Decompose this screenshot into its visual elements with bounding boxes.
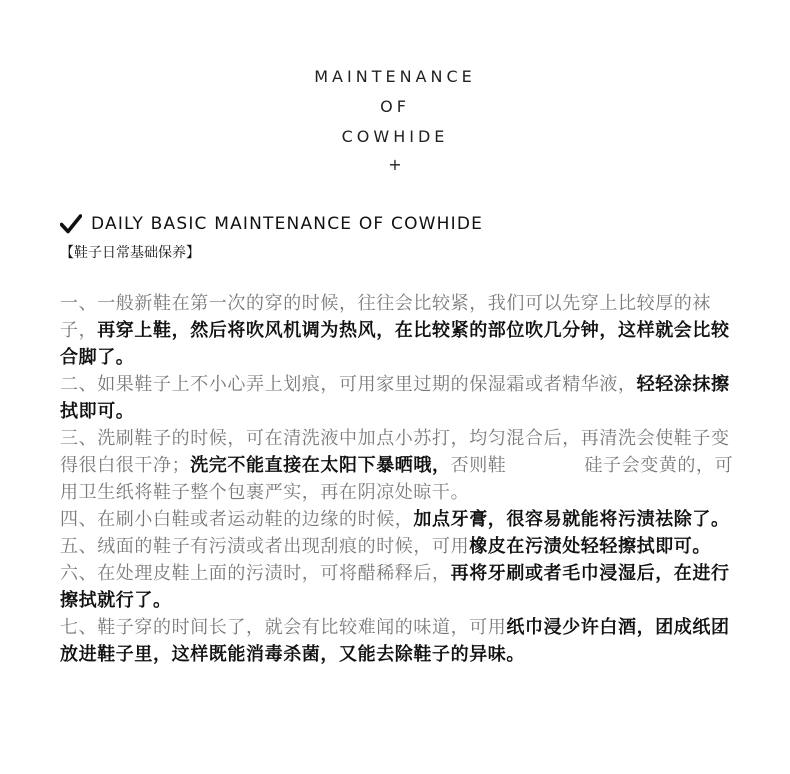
tip-2 <box>60 371 740 425</box>
tip-7 <box>60 614 740 668</box>
title-line-cowhide: COWHIDE <box>341 127 449 146</box>
section-title: DAILY BASIC MAINTENANCE OF COWHIDE <box>91 214 484 234</box>
title-line-of: OF <box>380 97 410 116</box>
tip-3 <box>60 425 740 506</box>
section-heading <box>60 210 483 238</box>
tip-3-bold: 洗完不能直接在太阳下暴晒哦， <box>190 455 451 476</box>
tip-3-text: 三、洗刷鞋子的时候，可在清洗液中加点小苏打，均匀混合后，再清洗会使鞋子变得很白很干净； <box>60 428 730 476</box>
checkmark-icon <box>60 213 82 235</box>
page-title-block <box>0 62 790 178</box>
section-subtitle: 【鞋子日常基础保养】 <box>60 245 200 261</box>
tip-1 <box>60 290 740 371</box>
tip-2-bold: 轻轻涂抹擦拭即可。 <box>60 374 730 422</box>
tip-3-after-a: 否则鞋 <box>450 455 507 476</box>
tip-6-bold: 再将牙刷或者毛巾浸湿后，在进行擦拭就行了。 <box>60 563 730 611</box>
tip-7-text: 七、鞋子穿的时间长了，就会有比较难闻的味道，可用 <box>60 617 507 638</box>
tip-5 <box>60 533 740 560</box>
tip-4 <box>60 506 740 533</box>
tip-4-text: 四、在刷小白鞋或者运动鞋的边缘的时候， <box>60 509 414 530</box>
tip-6-text: 六、在处理皮鞋上面的污渍时，可将醋稀释后， <box>60 563 451 584</box>
tip-3-after-c: 子会变黄的，可用卫生纸将鞋子整个包裹严实，再在阴凉处晾干。 <box>60 455 734 503</box>
plus-icon: + <box>388 155 402 174</box>
tip-1-text: 一、一般新鞋在第一次的穿的时候，往往会比较紧，我们可以先穿上比较厚的袜子， <box>60 293 711 341</box>
tip-3-after-b: 硅 <box>584 455 604 476</box>
tip-5-bold: 橡皮在污渍处轻轻擦拭即可。 <box>469 536 712 557</box>
tip-4-bold: 加点牙膏，很容易就能将污渍祛除了。 <box>413 509 730 530</box>
tip-5-text: 五、绒面的鞋子有污渍或者出现刮痕的时候，可用 <box>60 536 470 557</box>
tip-2-text: 二、如果鞋子上不小心弄上划痕，可用家里过期的保湿霜或者精华液， <box>60 374 637 395</box>
tip-1-bold: 再穿上鞋，然后将吹风机调为热风，在比较紧的部位吹几分钟，这样就会比较合脚了。 <box>60 320 730 368</box>
tip-6 <box>60 560 740 614</box>
maintenance-tips <box>60 290 740 668</box>
title-line-maintenance: MAINTENANCE <box>314 67 476 86</box>
tip-7-bold: 纸巾浸少许白酒，团成纸团放进鞋子里，这样既能消毒杀菌，又能去除鞋子的异味。 <box>60 617 730 665</box>
